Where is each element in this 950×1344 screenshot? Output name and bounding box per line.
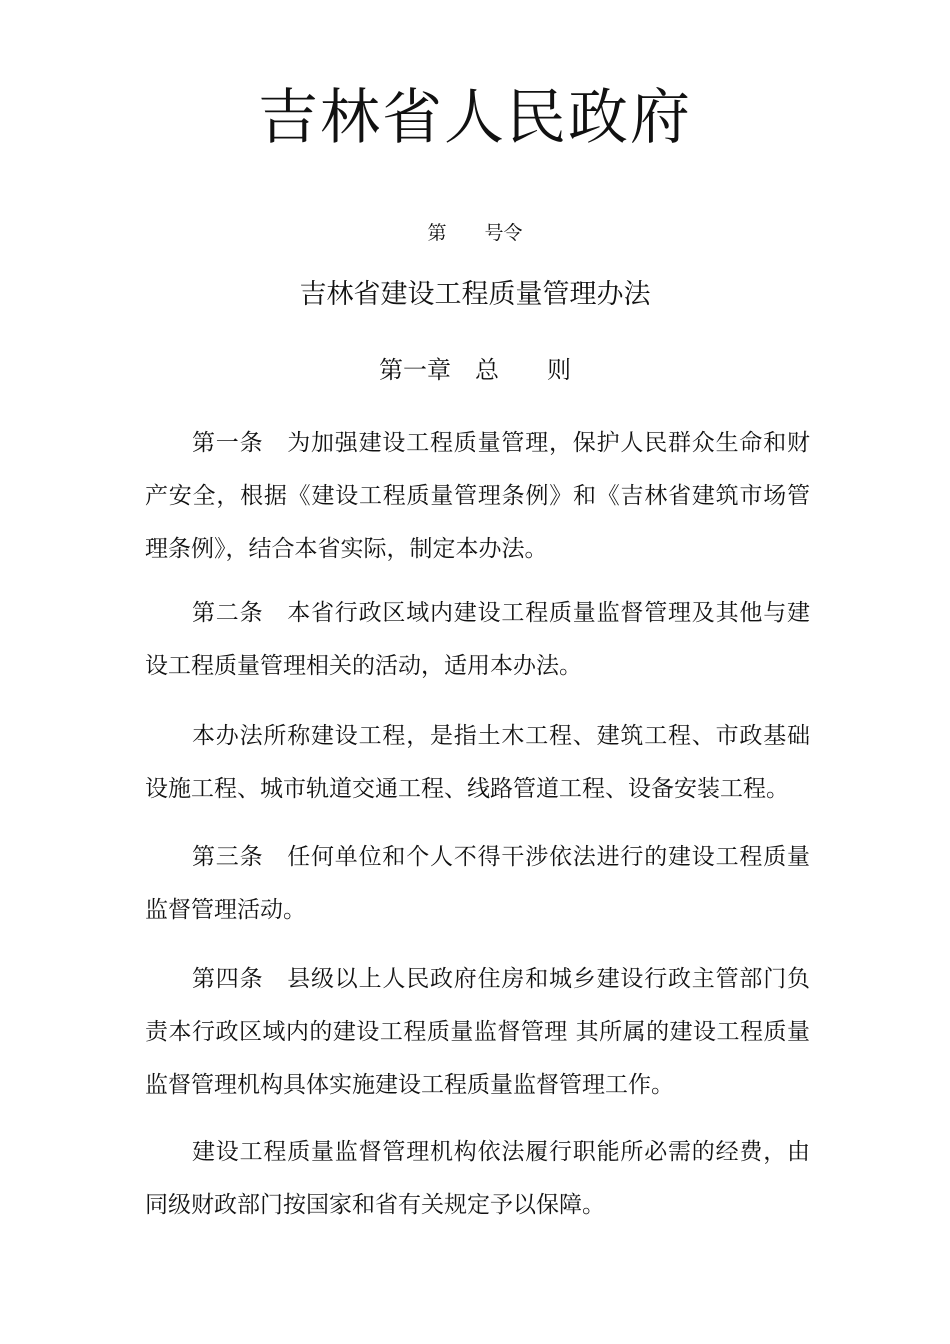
- chapter-heading: 第一章 总 则: [379, 356, 571, 384]
- article-number: 第一条: [192, 430, 288, 456]
- article-number: 第三条: [192, 844, 288, 870]
- article-2-continuation-paragraph: [145, 710, 810, 816]
- article-number: 第四条: [192, 966, 288, 992]
- article-4-continuation-paragraph: [145, 1126, 810, 1232]
- article-4-paragraph: [145, 953, 810, 1112]
- article-3-paragraph: [145, 831, 810, 937]
- article-text: 本办法所称建设工程，是指土木工程、建筑工程、市政基础设施工程、城市轨道交通工程、线路管道工程、设备安装工程。: [145, 723, 810, 802]
- order-number: 第 号令: [427, 222, 523, 244]
- document-title: 吉林省建设工程质量管理办法: [299, 279, 651, 310]
- issuing-agency-heading: 吉林省人民政府: [258, 83, 692, 153]
- article-text: 为加强建设工程质量管理，保护人民群众生命和财产安全，根据《建设工程质量管理条例》和《吉林省建筑市场管理条例》，结合本省实际，制定本办法。: [145, 430, 811, 562]
- article-number: 第二条: [192, 600, 288, 626]
- article-text: 本省行政区域内建设工程质量监督管理及其他与建设工程质量管理相关的活动，适用本办法。: [145, 600, 811, 679]
- article-text: 县级以上人民政府住房和城乡建设行政主管部门负责本行政区域内的建设工程质量监督管理 其所属的建设工程质量监督管理机构具体实施建设工程质量监督管理工作。: [145, 966, 811, 1098]
- article-2-paragraph: [145, 587, 810, 693]
- article-text: 任何单位和个人不得干涉依法进行的建设工程质量监督管理活动。: [145, 844, 811, 923]
- article-1-paragraph: [145, 417, 810, 576]
- article-text: 建设工程质量监督管理机构依法履行职能所必需的经费，由同级财政部门按国家和省有关规定予以保障。: [145, 1139, 810, 1218]
